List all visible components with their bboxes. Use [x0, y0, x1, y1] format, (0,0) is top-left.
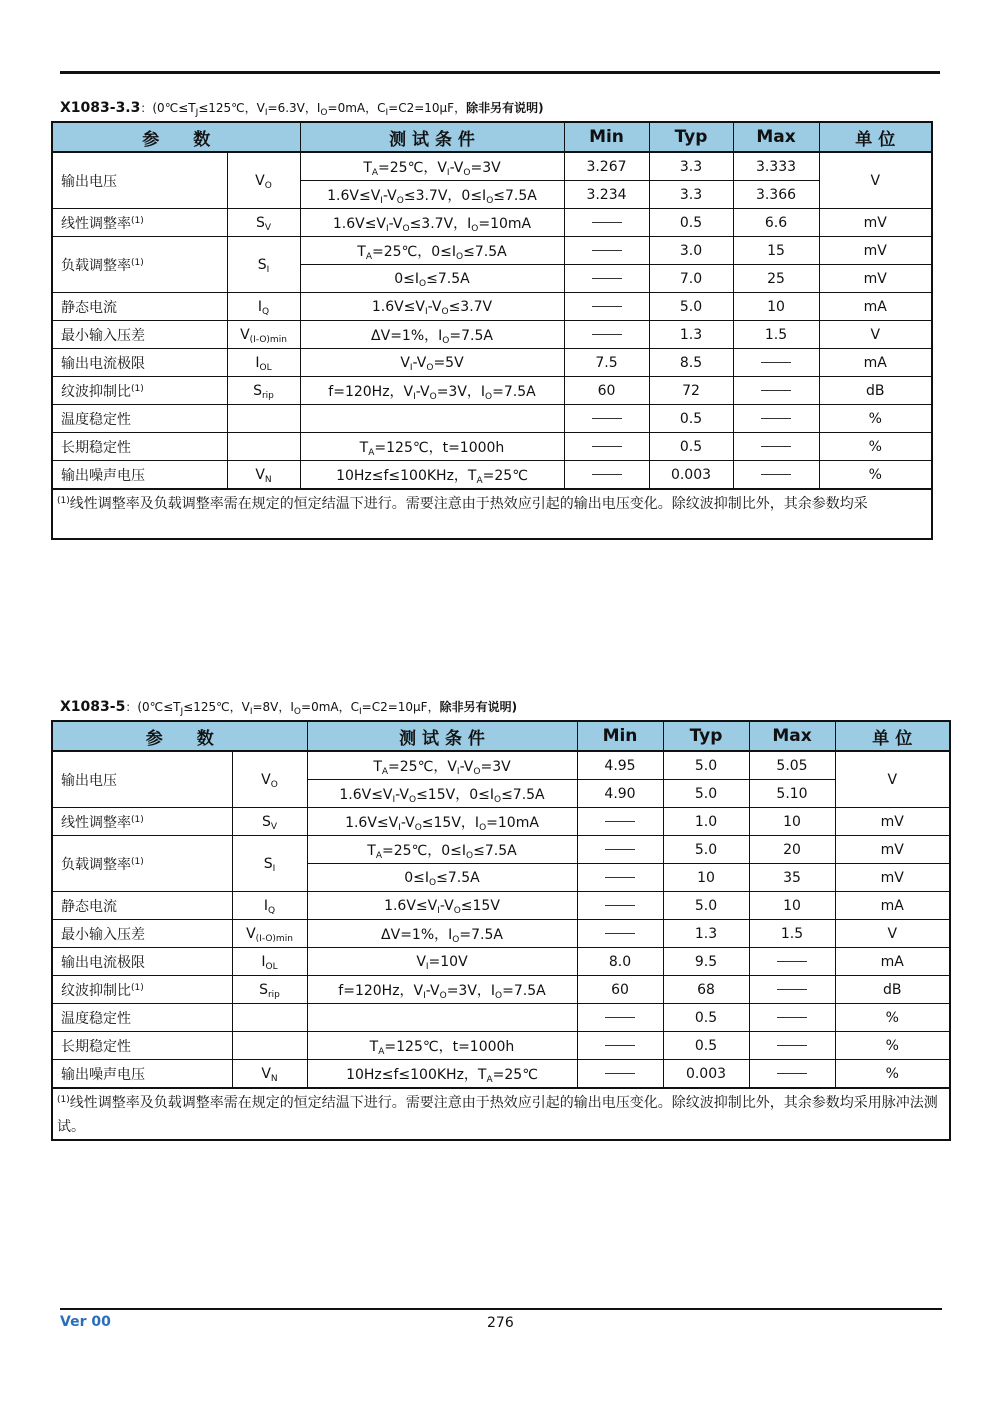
typ-value: 5.0 [663, 751, 749, 780]
test-condition: $0\le I_O\le 7.5A$ [300, 265, 564, 293]
max-value: 15 [733, 237, 819, 265]
min-value [564, 237, 649, 265]
max-value [749, 1004, 835, 1032]
typ-value: 1.3 [649, 321, 733, 349]
dash-mark [592, 278, 622, 279]
param-name: 长期稳定性 [52, 1032, 232, 1060]
table-row [52, 1004, 950, 1032]
min-value: 4.95 [577, 751, 663, 780]
typ-value: 7.0 [649, 265, 733, 293]
test-condition: $T_A=25℃$，$V_I-V_O=3V$ [307, 751, 577, 780]
min-value: 7.5 [564, 349, 649, 377]
unit: mV [835, 864, 950, 892]
unit: % [835, 1004, 950, 1032]
max-value: 3.333 [733, 152, 819, 181]
min-value [577, 864, 663, 892]
max-value: 5.05 [749, 751, 835, 780]
dash-mark [605, 877, 635, 878]
table-row [52, 405, 932, 433]
min-value: 3.234 [564, 181, 649, 209]
typ-value: 5.0 [663, 836, 749, 864]
test-condition: $T_A=25℃$，$0\le I_O\le 7.5A$ [307, 836, 577, 864]
min-value [577, 920, 663, 948]
test-condition: $V_I=10V$ [307, 948, 577, 976]
min-value [577, 836, 663, 864]
dash-mark [761, 474, 791, 475]
min-value [564, 209, 649, 237]
dash-mark [592, 250, 622, 251]
max-value: 35 [749, 864, 835, 892]
unit: mV [819, 209, 932, 237]
dash-mark [605, 1045, 635, 1046]
header-rule [60, 71, 940, 74]
max-value: 20 [749, 836, 835, 864]
test-condition: $T_A=125℃$，t=1000h [307, 1032, 577, 1060]
param-name: 长期稳定性 [52, 433, 227, 461]
table-row [52, 461, 932, 490]
max-value [733, 349, 819, 377]
min-value [577, 1032, 663, 1060]
min-value [564, 265, 649, 293]
dash-mark [777, 1073, 807, 1074]
param-name: 静态电流 [52, 892, 232, 920]
max-value: 6.6 [733, 209, 819, 237]
max-value [733, 405, 819, 433]
page-number: 276 [487, 1315, 514, 1331]
table-row [52, 209, 932, 237]
param-symbol [232, 1032, 307, 1060]
typ-value: 68 [663, 976, 749, 1004]
header-min: Min [564, 122, 649, 152]
min-value [564, 433, 649, 461]
test-condition: $T_A=25℃$，$0\le I_O\le 7.5A$ [300, 237, 564, 265]
unit: mA [819, 349, 932, 377]
test-condition: $V_I-V_O=5V$ [300, 349, 564, 377]
dash-mark [605, 905, 635, 906]
typ-value: 3.3 [649, 181, 733, 209]
param-symbol [227, 405, 300, 433]
unit: % [819, 433, 932, 461]
typ-value: 0.5 [649, 209, 733, 237]
typ-value: 1.0 [663, 808, 749, 836]
max-value: 25 [733, 265, 819, 293]
param-symbol: $S_{rip}$ [232, 976, 307, 1004]
table-row [52, 948, 950, 976]
min-value [577, 1060, 663, 1089]
table-header-row [52, 122, 932, 152]
dash-mark [592, 418, 622, 419]
table-caption: X1083-5：($0℃\le T_J\le 125℃$，$V_I=8V$，$I_O=0mA$，$C_I=C2=10\mu F$，除非另有说明) [60, 699, 518, 717]
table-row [52, 321, 932, 349]
unit: V [819, 152, 932, 209]
min-value [577, 892, 663, 920]
param-name: 纹波抑制比$^{(1)}$ [52, 377, 227, 405]
table-row [52, 751, 950, 780]
table-row [52, 920, 950, 948]
min-value: 60 [577, 976, 663, 1004]
dash-mark [761, 418, 791, 419]
table-row [52, 836, 950, 864]
test-condition [307, 1004, 577, 1032]
typ-value: 3.0 [649, 237, 733, 265]
unit: % [819, 405, 932, 433]
param-name: 纹波抑制比$^{(1)}$ [52, 976, 232, 1004]
min-value: 4.90 [577, 780, 663, 808]
typ-value: 0.003 [663, 1060, 749, 1089]
table-row [52, 237, 932, 265]
table-row [52, 808, 950, 836]
unit: mV [819, 265, 932, 293]
param-name: 输出噪声电压 [52, 461, 227, 490]
typ-value: 10 [663, 864, 749, 892]
dash-mark [592, 222, 622, 223]
max-value [733, 377, 819, 405]
header-condition: 测 试 条 件 [300, 122, 564, 152]
test-condition: $1.6V\le V_I-V_O\le 3.7V$，$0\le I_O\le 7.5A$ [300, 181, 564, 209]
table-row [52, 152, 932, 181]
footer-rule [60, 1308, 942, 1310]
test-condition: $1.6V\le V_I-V_O\le 15V$，$I_O=10mA$ [307, 808, 577, 836]
param-name: 输出电压 [52, 152, 227, 209]
typ-value: 5.0 [663, 892, 749, 920]
param-name: 最小输入压差 [52, 321, 227, 349]
param-name: 静态电流 [52, 293, 227, 321]
unit: mA [835, 892, 950, 920]
test-condition: ΔV=1%，$I_O=7.5A$ [307, 920, 577, 948]
max-value [749, 1060, 835, 1089]
param-name: 线性调整率$^{(1)}$ [52, 808, 232, 836]
unit: % [819, 461, 932, 490]
param-symbol [232, 1004, 307, 1032]
unit: mV [835, 836, 950, 864]
table-row [52, 377, 932, 405]
dash-mark [592, 446, 622, 447]
param-symbol: $I_{OL}$ [227, 349, 300, 377]
max-value [749, 1032, 835, 1060]
param-symbol: $V_O$ [232, 751, 307, 808]
max-value [749, 976, 835, 1004]
unit: V [835, 751, 950, 808]
dash-mark [777, 989, 807, 990]
test-condition: $T_A=125℃$，t=1000h [300, 433, 564, 461]
param-name: 最小输入压差 [52, 920, 232, 948]
typ-value: 9.5 [663, 948, 749, 976]
dash-mark [592, 474, 622, 475]
table-row [52, 976, 950, 1004]
header-typ: Typ [663, 721, 749, 751]
table-row [52, 1032, 950, 1060]
unit: % [835, 1060, 950, 1089]
param-symbol: $I_Q$ [227, 293, 300, 321]
test-condition: 10Hz≤f≤100KHz，$T_A=25℃$ [307, 1060, 577, 1089]
max-value [733, 433, 819, 461]
dash-mark [605, 1073, 635, 1074]
typ-value: 5.0 [663, 780, 749, 808]
test-condition: $T_A=25℃$，$V_I-V_O=3V$ [300, 152, 564, 181]
header-unit: 单 位 [819, 122, 932, 152]
param-symbol: $V_O$ [227, 152, 300, 209]
typ-value: 0.003 [649, 461, 733, 490]
min-value [564, 321, 649, 349]
param-symbol: $S_I$ [232, 836, 307, 892]
dash-mark [761, 390, 791, 391]
footnote: $^{(1)}$线性调整率及负载调整率需在规定的恒定结温下进行。需要注意由于热效应引起的输出电压变化。除纹波抑制比外，其余参数均采用脉冲法测试。 [52, 1088, 950, 1140]
dash-mark [761, 362, 791, 363]
table-caption: X1083-3.3：($0℃\le T_J\le 125℃$，$V_I=6.3V$，$I_O=0mA$，$C_I=C2=10\mu F$，除非另有说明) [60, 100, 544, 118]
test-condition: $1.6V\le V_I-V_O\le 15V$，$0\le I_O\le 7.5A$ [307, 780, 577, 808]
param-symbol: $V_{(I-O)min}$ [232, 920, 307, 948]
footnote-row [52, 489, 932, 539]
table-header-row [52, 721, 950, 751]
dash-mark [777, 1017, 807, 1018]
test-condition: f=120Hz，$V_I-V_O=3V$，$I_O=7.5A$ [300, 377, 564, 405]
param-name: 温度稳定性 [52, 405, 227, 433]
header-max: Max [733, 122, 819, 152]
param-symbol: $V_{(I-O)min}$ [227, 321, 300, 349]
max-value: 1.5 [749, 920, 835, 948]
header-param: 参 数 [52, 122, 300, 152]
footnote: $^{(1)}$线性调整率及负载调整率需在规定的恒定结温下进行。需要注意由于热效应引起的输出电压变化。除纹波抑制比外，其余参数均采 [52, 489, 932, 539]
dash-mark [605, 1017, 635, 1018]
unit: mA [835, 948, 950, 976]
unit: V [819, 321, 932, 349]
param-symbol: $S_V$ [232, 808, 307, 836]
test-condition: $1.6V\le V_I-V_O\le 3.7V$，$I_O=10mA$ [300, 209, 564, 237]
test-condition: ΔV=1%，$I_O=7.5A$ [300, 321, 564, 349]
min-value: 3.267 [564, 152, 649, 181]
header-unit: 单 位 [835, 721, 950, 751]
dash-mark [605, 849, 635, 850]
dash-mark [605, 821, 635, 822]
version-label: Ver 00 [60, 1314, 111, 1330]
min-value [577, 808, 663, 836]
typ-value: 0.5 [663, 1004, 749, 1032]
spec-table [51, 121, 933, 540]
table-row [52, 892, 950, 920]
unit: mV [835, 808, 950, 836]
param-name: 负载调整率$^{(1)}$ [52, 237, 227, 293]
spec-table [51, 720, 951, 1141]
max-value: 10 [733, 293, 819, 321]
unit: mV [819, 237, 932, 265]
param-symbol: $S_I$ [227, 237, 300, 293]
footnote-row [52, 1088, 950, 1140]
param-name: 线性调整率$^{(1)}$ [52, 209, 227, 237]
header-typ: Typ [649, 122, 733, 152]
typ-value: 8.5 [649, 349, 733, 377]
param-symbol: $S_V$ [227, 209, 300, 237]
typ-value: 5.0 [649, 293, 733, 321]
param-symbol [227, 433, 300, 461]
typ-value: 0.5 [649, 405, 733, 433]
unit: mA [819, 293, 932, 321]
typ-value: 1.3 [663, 920, 749, 948]
param-name: 输出电流极限 [52, 948, 232, 976]
test-condition: f=120Hz，$V_I-V_O=3V$，$I_O=7.5A$ [307, 976, 577, 1004]
typ-value: 0.5 [663, 1032, 749, 1060]
param-name: 输出噪声电压 [52, 1060, 232, 1089]
dash-mark [592, 334, 622, 335]
max-value: 3.366 [733, 181, 819, 209]
min-value: 60 [564, 377, 649, 405]
header-condition: 测 试 条 件 [307, 721, 577, 751]
dash-mark [761, 446, 791, 447]
param-symbol: $V_N$ [232, 1060, 307, 1089]
max-value: 1.5 [733, 321, 819, 349]
typ-value: 72 [649, 377, 733, 405]
param-symbol: $I_Q$ [232, 892, 307, 920]
max-value [733, 461, 819, 490]
min-value [564, 293, 649, 321]
table-row [52, 1060, 950, 1089]
unit: % [835, 1032, 950, 1060]
test-condition: $1.6V\le V_I-V_O\le 3.7V$ [300, 293, 564, 321]
min-value [577, 1004, 663, 1032]
table-row [52, 293, 932, 321]
max-value: 10 [749, 892, 835, 920]
param-name: 温度稳定性 [52, 1004, 232, 1032]
dash-mark [777, 961, 807, 962]
min-value [564, 405, 649, 433]
unit: dB [819, 377, 932, 405]
unit: V [835, 920, 950, 948]
dash-mark [605, 933, 635, 934]
test-condition: $0\le I_O\le 7.5A$ [307, 864, 577, 892]
param-symbol: $S_{rip}$ [227, 377, 300, 405]
max-value: 10 [749, 808, 835, 836]
param-name: 输出电压 [52, 751, 232, 808]
typ-value: 0.5 [649, 433, 733, 461]
header-max: Max [749, 721, 835, 751]
min-value [564, 461, 649, 490]
test-condition: 10Hz≤f≤100KHz，$T_A=25℃$ [300, 461, 564, 490]
table-row [52, 433, 932, 461]
param-name: 负载调整率$^{(1)}$ [52, 836, 232, 892]
test-condition [300, 405, 564, 433]
max-value [749, 948, 835, 976]
test-condition: $1.6V\le V_I-V_O\le 15V$ [307, 892, 577, 920]
dash-mark [592, 306, 622, 307]
header-param: 参 数 [52, 721, 307, 751]
max-value: 5.10 [749, 780, 835, 808]
typ-value: 3.3 [649, 152, 733, 181]
table-row [52, 349, 932, 377]
min-value: 8.0 [577, 948, 663, 976]
dash-mark [777, 1045, 807, 1046]
header-min: Min [577, 721, 663, 751]
param-symbol: $V_N$ [227, 461, 300, 490]
unit: dB [835, 976, 950, 1004]
param-name: 输出电流极限 [52, 349, 227, 377]
param-symbol: $I_{OL}$ [232, 948, 307, 976]
